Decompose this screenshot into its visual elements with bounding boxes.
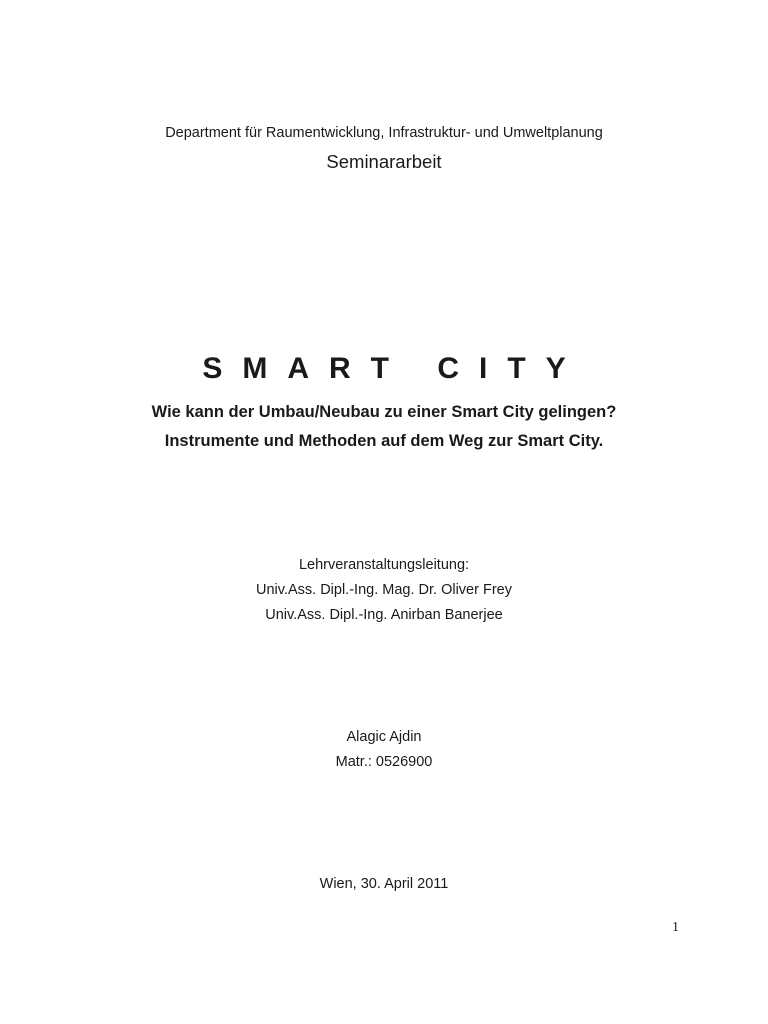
place-and-date: Wien, 30. April 2011	[319, 876, 449, 892]
subtitle-line-2: Instrumente und Methoden auf dem Weg zur Smart City.	[164, 432, 604, 450]
author-name: Alagic Ajdin	[346, 729, 422, 745]
lecturers-label: Lehrveranstaltungsleitung:	[298, 557, 470, 573]
main-title: SMART CITY	[202, 352, 586, 385]
matriculation-number: Matr.: 0526900	[335, 754, 433, 770]
lecturer-name: Univ.Ass. Dipl.-Ing. Anirban Banerjee	[265, 607, 503, 623]
department-name: Department für Raumentwicklung, Infrastruktur- und Umweltplanung	[165, 125, 603, 141]
subtitle-line-1: Wie kann der Umbau/Neubau zu einer Smart City gelingen?	[151, 403, 617, 421]
page-number: 1	[672, 920, 679, 935]
lecturer-name: Univ.Ass. Dipl.-Ing. Mag. Dr. Oliver Frey	[256, 582, 512, 598]
document-type: Seminararbeit	[326, 151, 442, 172]
